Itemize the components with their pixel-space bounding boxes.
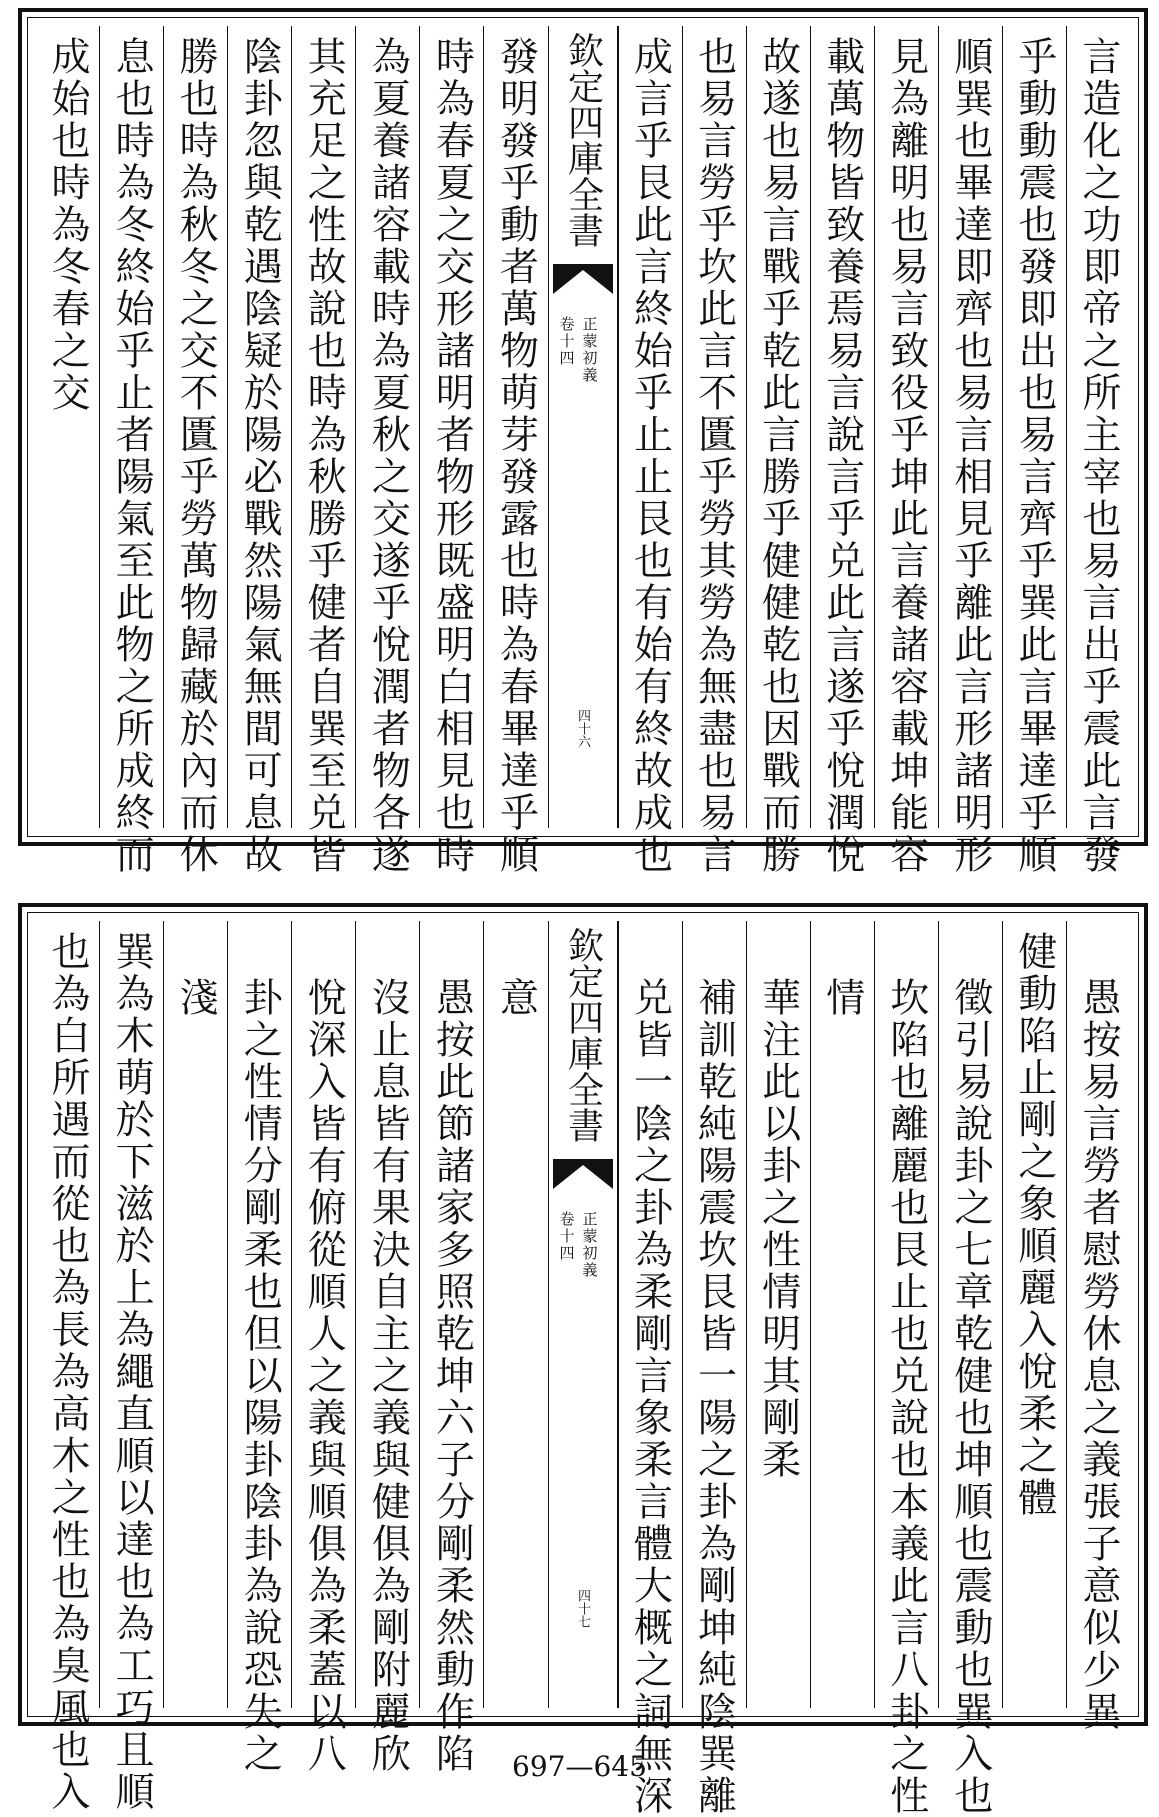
volume-info [557,1211,706,1279]
column-text: 愚按易言勞者慰勞休息之義張子意似少異 [1075,977,1121,1733]
text-column [874,921,938,1817]
text-column [163,26,227,876]
book-title: 正蒙初義 [580,316,599,384]
fishtail-icon [553,1159,613,1189]
text-column [355,921,419,1775]
center-fold [548,26,618,828]
column-text: 言造化之功即帝之所主宰也易言出乎震此言發 [1075,36,1121,876]
text-column [618,26,682,876]
column-text: 沒止息皆有果決自主之義與健俱為剛附麗欣 [365,977,411,1775]
column-text: 也為白所遇而從也為長為高木之性也為臭風也入 [45,931,91,1813]
column-text: 兑皆一陰之卦為柔剛言象柔言體大概之詞無深 [627,977,673,1817]
column-text: 悅深入皆有俯從順人之義與順俱為柔蓋以八 [301,977,347,1775]
fishtail-icon [553,264,613,294]
text-column [746,921,810,1708]
text-column [1066,921,1130,1733]
text-column [1066,26,1130,876]
text-column [227,921,291,1775]
column-text: 載萬物皆致養焉易言說言乎兑此言遂乎悅潤悅 [819,36,865,876]
column-text: 健動陷止剛之象順麗入悅柔之體 [1011,931,1057,1519]
column-text: 見為離明也易言致役乎坤此言養諸容載坤能容 [883,36,929,876]
text-column [682,921,746,1817]
text-column [419,921,483,1775]
column-text: 其充足之性故說也時為秋勝乎健者自巽至兑皆 [301,36,347,876]
text-column [1002,921,1066,1708]
text-column [99,26,163,876]
column-text: 時為春夏之交形諸明者物形既盛明白相見也時 [429,36,475,876]
text-column [682,26,746,876]
center-fold [548,921,618,1708]
text-column [355,26,419,876]
text-column [99,921,163,1813]
text-column [36,921,99,1813]
text-column [938,921,1002,1817]
volume-label: 卷十四 [557,316,576,367]
text-column [291,921,355,1775]
page-footer-id: 697—645 [512,1750,647,1783]
text-column [36,26,99,828]
text-column [227,26,291,876]
column-text: 乎動動震也發即出也易言齊乎巽此言畢達乎順 [1011,36,1057,876]
column-text: 補訓乾純陽震坎艮皆一陽之卦為剛坤純陰巽離 [691,977,737,1817]
column-text: 為夏養諸容載時為夏秋之交遂乎悅潤者物各遂 [365,36,411,876]
volume-info [557,316,706,384]
column-text: 徵引易說卦之七章乾健也坤順也震動也巽入也 [947,977,993,1817]
text-column [938,26,1002,876]
column-text: 也易言勞乎坎此言不匱乎勞其勞為無盡也易言 [691,36,737,876]
column-text: 坎陷也離麗也艮止也兑說也本義此言八卦之性 [883,977,929,1817]
text-column [810,26,874,876]
column-text: 故遂也易言戰乎乾此言勝乎健健乾也因戰而勝 [755,36,801,876]
library-title: 欽定四庫全書 [562,32,604,248]
top-page [18,8,1148,876]
page-number: 四十六 [575,709,590,748]
column-text: 發明發乎動者萬物萌芽發露也時為春畢達乎順 [493,36,539,876]
column-text: 息也時為冬終始乎止者陽氣至此物之所成終而 [109,36,155,876]
page-number: 四十七 [575,1589,590,1628]
text-column [618,921,682,1817]
top-columns [36,26,1130,876]
column-text: 意 [493,977,539,1019]
column-text: 成言乎艮此言終始乎止止艮也有始有終故成也 [627,36,673,876]
text-column [874,26,938,876]
text-column [483,921,547,1708]
column-text: 卦之性情分剛柔也但以陽卦陰卦為說恐失之 [237,977,283,1775]
volume-label: 卷十四 [557,1211,576,1262]
text-column [1002,26,1066,876]
column-text: 情 [819,977,865,1019]
column-text: 順巽也畢達即齊也易言相見乎離此言形諸明形 [947,36,993,876]
text-column [483,26,547,876]
text-column [163,921,227,1708]
column-text: 巽為木萌於下滋於上為繩直順以達也為工巧且順 [109,931,155,1813]
book-title: 正蒙初義 [580,1211,599,1279]
column-text: 勝也時為秋冬之交不匱乎勞萬物歸藏於內而休 [173,36,219,876]
library-title: 欽定四庫全書 [562,927,604,1143]
text-column [810,921,874,1708]
column-text: 淺 [173,977,219,1019]
column-text: 成始也時為冬春之交 [45,36,91,414]
column-text: 陰卦忽與乾遇陰疑於陽必戰然陽氣無間可息故 [237,36,283,876]
text-column [419,26,483,876]
text-column [746,26,810,876]
column-text: 華注此以卦之性情明其剛柔 [755,977,801,1481]
column-text: 愚按此節諸家多照乾坤六子分剛柔然動作陷 [429,977,475,1775]
text-column [291,26,355,876]
